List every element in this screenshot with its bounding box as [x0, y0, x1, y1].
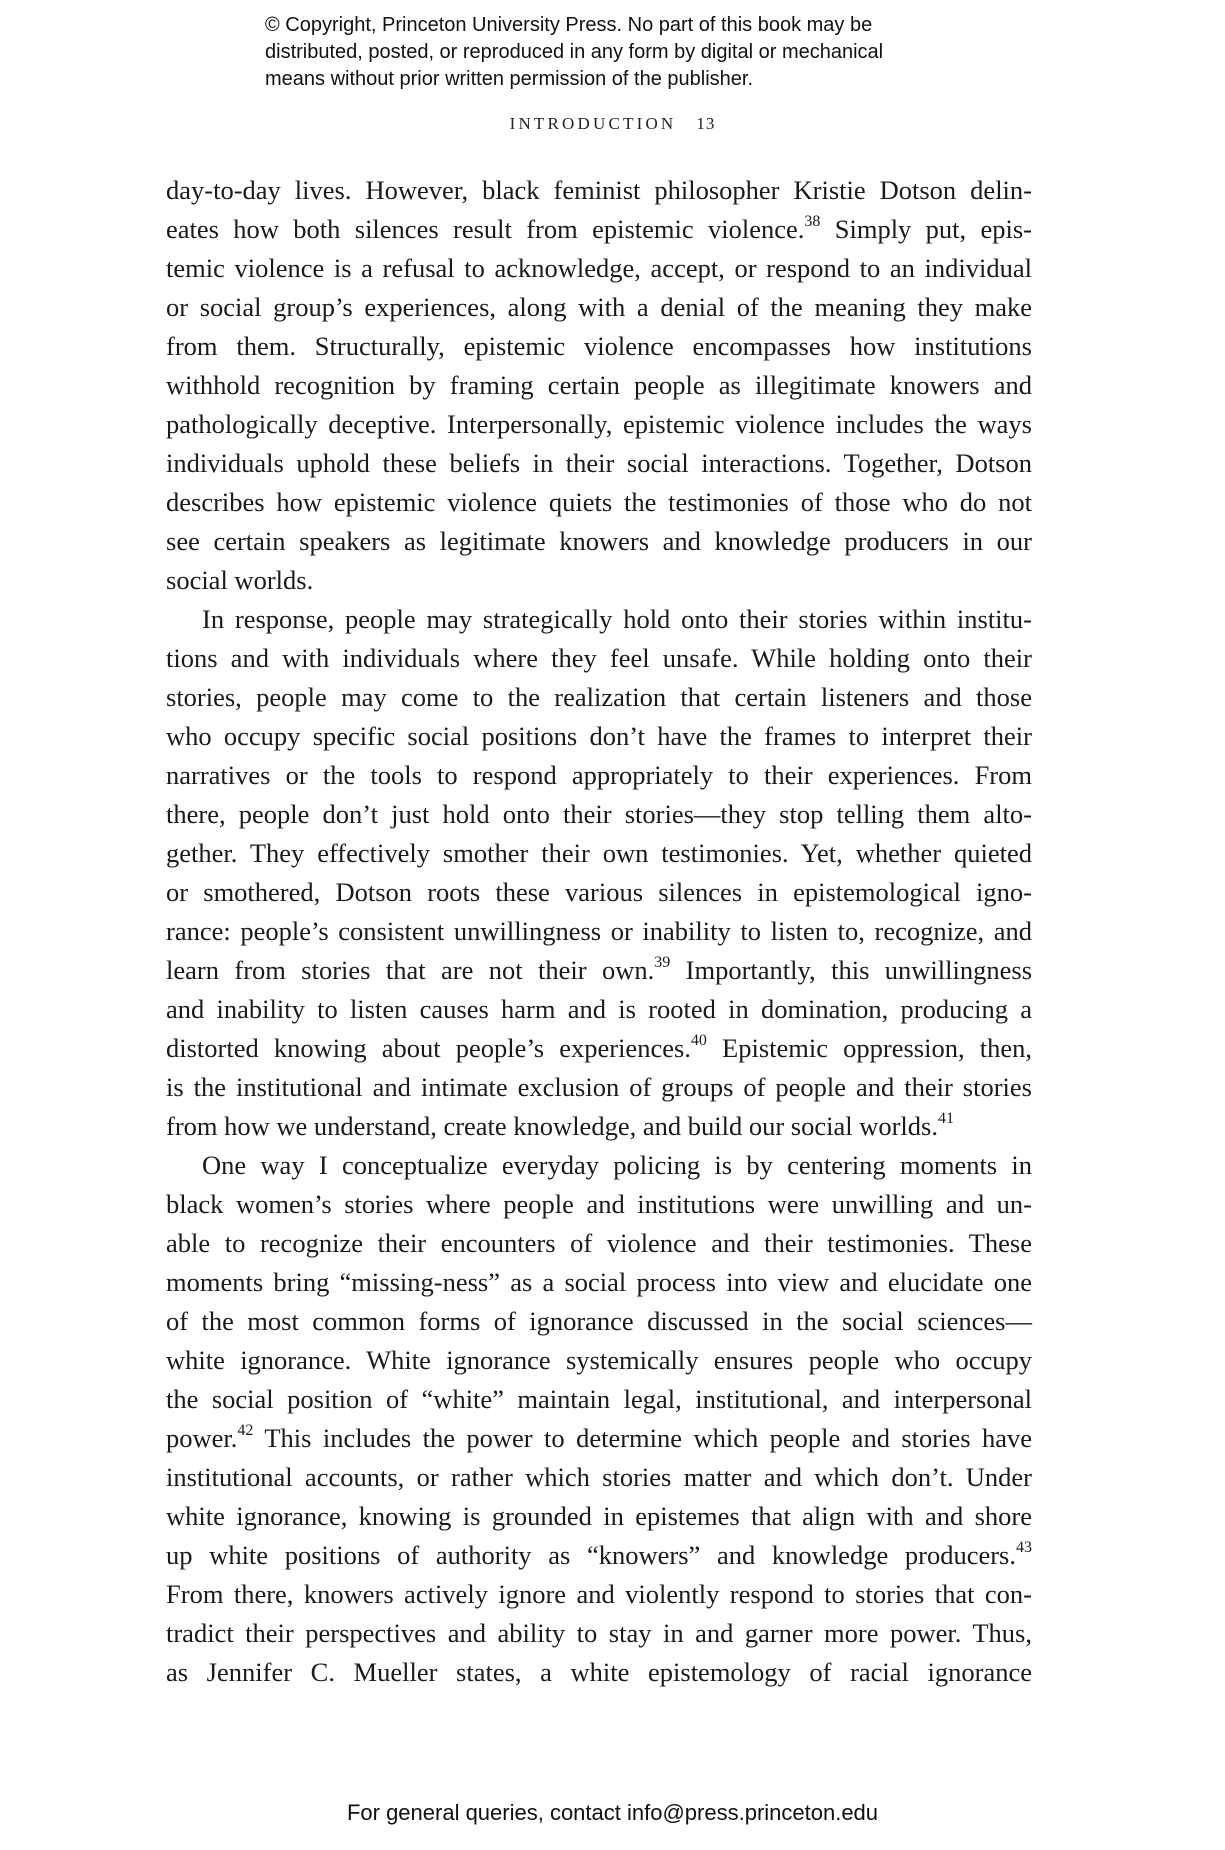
text-line: see certain speakers as legitimate knowers and knowledge producers in our	[166, 526, 1032, 556]
text-line: rance: people’s consistent unwillingness or inability to listen to, recognize, and	[166, 916, 1032, 946]
text-line: from how we understand, create knowledge, and build our social worlds.$^{41}$	[166, 1110, 954, 1141]
running-head	[0, 114, 1225, 134]
chapter-title: INTRODUCTION	[509, 114, 677, 133]
text-line: In response, people may strategically hold onto their stories within institu-	[202, 604, 1032, 634]
text-line: and inability to listen causes harm and is rooted in domination, producing a	[166, 994, 1032, 1024]
text-line: temic violence is a refusal to acknowledge, accept, or respond to an individual	[166, 253, 1032, 283]
text-line: pathologically deceptive. Interpersonally, epistemic violence includes the ways	[166, 409, 1032, 439]
text-line: learn from stories that are not their own.$^{39}$ Importantly, this unwillingness	[166, 954, 1033, 985]
text-line: social worlds.	[166, 565, 314, 595]
text-line: tradict their perspectives and ability to stay in and garner more power. Thus,	[166, 1618, 1032, 1648]
text-line: withhold recognition by framing certain people as illegitimate knowers and	[166, 370, 1032, 400]
text-line: From there, knowers actively ignore and violently respond to stories that con-	[166, 1579, 1032, 1609]
copyright-line: means without prior written permission of the publisher.	[265, 68, 754, 90]
copyright-line: distributed, posted, or reproduced in any form by digital or mechanical	[265, 41, 884, 63]
text-line: narratives or the tools to respond appropriately to their experiences. From	[166, 760, 1032, 790]
paragraph	[166, 171, 1032, 600]
text-line: black women’s stories where people and institutions were unwilling and un-	[166, 1189, 1032, 1219]
text-line: individuals uphold these beliefs in their social interactions. Together, Dotson	[166, 448, 1032, 478]
text-line: of the most common forms of ignorance discussed in the social sciences—	[166, 1306, 1032, 1336]
footer-contact: For general queries, contact info@press.princeton.edu	[346, 1800, 879, 1825]
text-line: institutional accounts, or rather which stories matter and which don’t. Under	[166, 1462, 1032, 1492]
text-line: who occupy specific social positions don’t have the frames to interpret their	[166, 721, 1032, 751]
text-line: describes how epistemic violence quiets the testimonies of those who do not	[166, 487, 1032, 517]
text-line: day-to-day lives. However, black feminist philosopher Kristie Dotson delin-	[166, 175, 1032, 205]
text-line: distorted knowing about people’s experiences.$^{40}$ Epistemic oppression, then,	[166, 1032, 1032, 1063]
text-line: tions and with individuals where they feel unsafe. While holding onto their	[166, 643, 1032, 673]
text-line: white ignorance, knowing is grounded in epistemes that align with and shore	[166, 1501, 1032, 1531]
text-line: power.$^{42}$ This includes the power to determine which people and stories have	[166, 1422, 1032, 1453]
text-line: the social position of “white” maintain legal, institutional, and interpersonal	[166, 1384, 1032, 1414]
text-line: is the institutional and intimate exclusion of groups of people and their stories	[166, 1072, 1032, 1102]
footnote-ref-41[interactable]: 41	[937, 1110, 954, 1127]
footnote-ref-43[interactable]: 43	[1016, 1539, 1032, 1556]
text-line: or smothered, Dotson roots these various silences in epistemological igno-	[166, 877, 1032, 907]
text-line: eates how both silences result from epistemic violence.$^{38}$ Simply put, epis-	[166, 213, 1033, 244]
text-line: white ignorance. White ignorance systemically ensures people who occupy	[166, 1345, 1032, 1375]
text-line: stories, people may come to the realization that certain listeners and those	[166, 682, 1032, 712]
body-text	[166, 171, 1032, 1692]
text-line: as Jennifer C. Mueller states, a white epistemology of racial ignorance	[166, 1657, 1032, 1687]
footnote-ref-40[interactable]: 40	[690, 1032, 707, 1049]
paragraph	[166, 1146, 1032, 1692]
copyright-notice	[265, 12, 1005, 93]
copyright-line: © Copyright, Princeton University Press. No part of this book may be	[265, 14, 873, 36]
footnote-ref-38[interactable]: 38	[804, 213, 821, 230]
text-line: up white positions of authority as “knowers” and knowledge producers.$^{43}$	[166, 1539, 1032, 1570]
footnote-ref-42[interactable]: 42	[237, 1422, 254, 1439]
text-line: from them. Structurally, epistemic violence encompasses how institutions	[166, 331, 1032, 361]
text-line: or social group’s experiences, along with a denial of the meaning they make	[166, 292, 1032, 322]
text-line: gether. They effectively smother their own testimonies. Yet, whether quieted	[166, 838, 1032, 868]
text-line: there, people don’t just hold onto their stories—they stop telling them alto-	[166, 799, 1032, 829]
paragraph	[166, 600, 1032, 1146]
page-number: 13	[696, 114, 716, 133]
text-line: One way I conceptualize everyday policing is by centering moments in	[202, 1150, 1032, 1180]
footnote-ref-39[interactable]: 39	[654, 954, 671, 971]
text-line: able to recognize their encounters of violence and their testimonies. These	[166, 1228, 1032, 1258]
text-line: moments bring “missing-ness” as a social process into view and elucidate one	[166, 1267, 1032, 1297]
